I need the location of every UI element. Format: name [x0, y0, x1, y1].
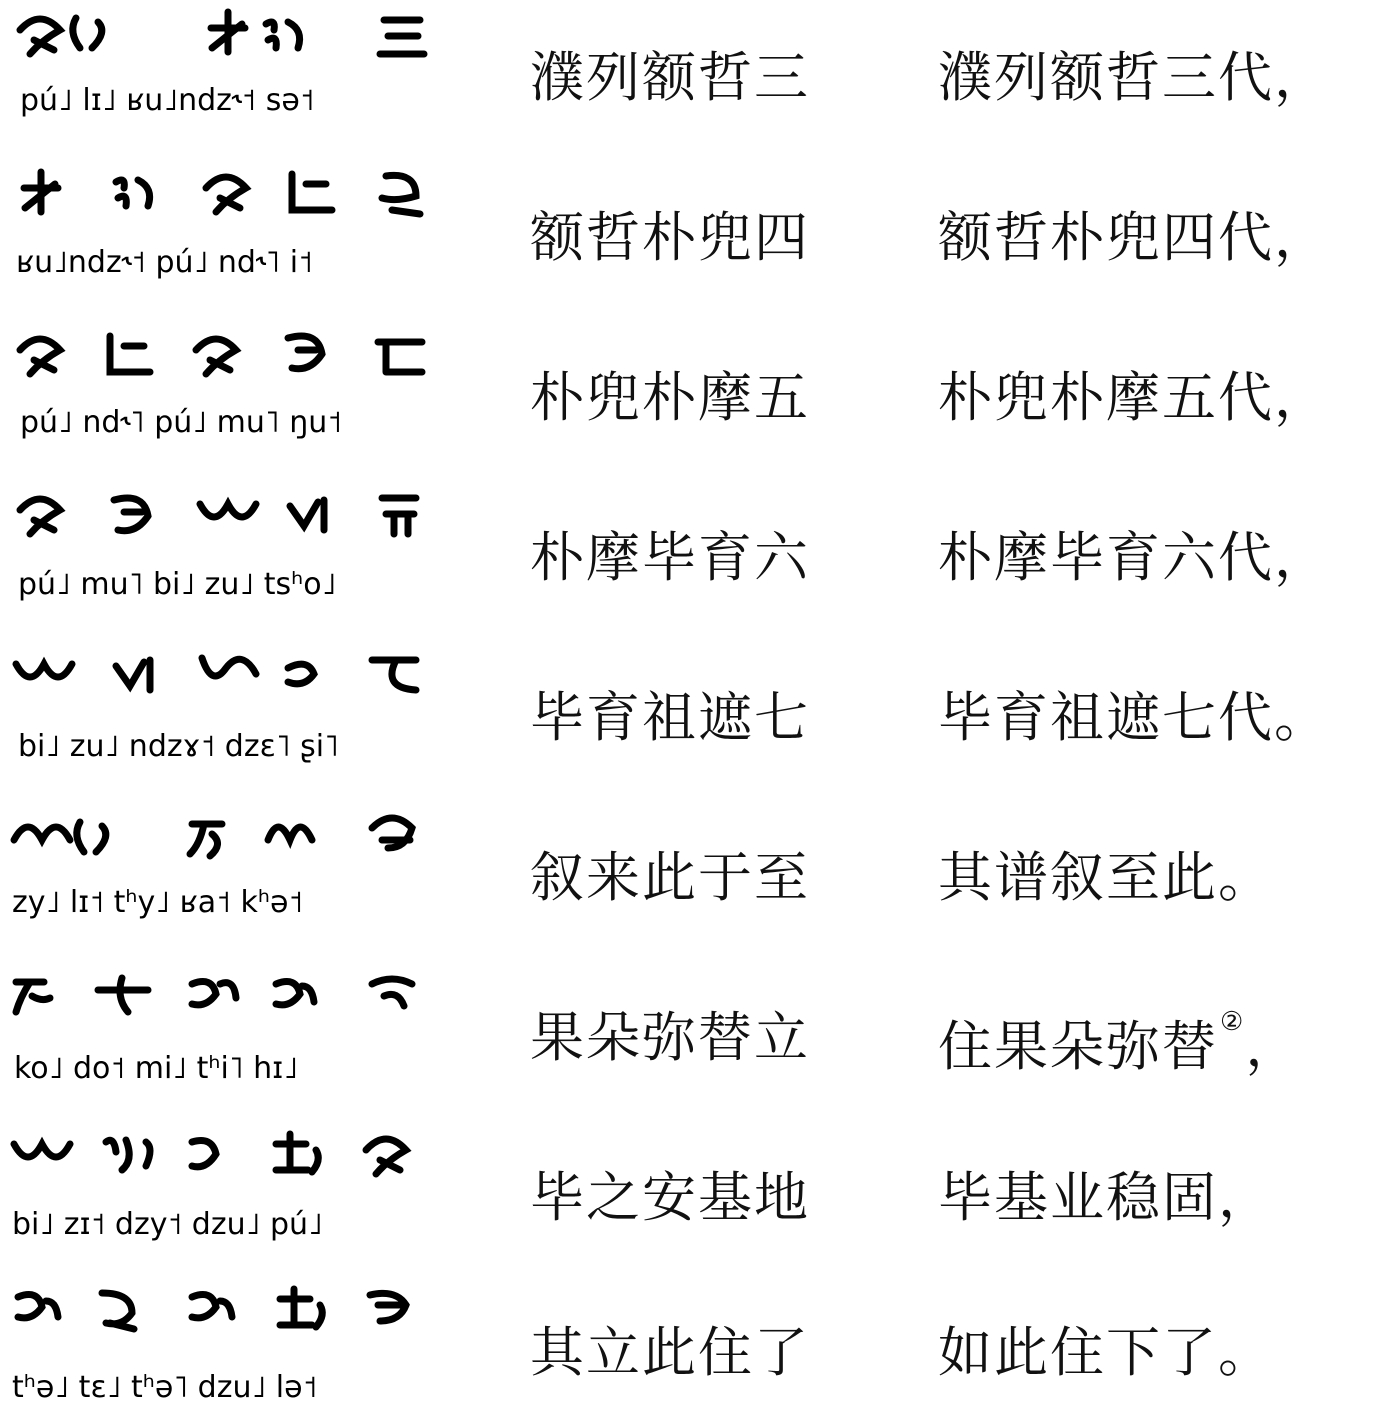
- script-image: [6, 960, 440, 1110]
- gloss-text: 朴兜朴摩五: [530, 366, 810, 429]
- footnote-marker[interactable]: ②: [1220, 1007, 1246, 1037]
- gloss-text: 额哲朴兜四: [530, 206, 810, 269]
- translation-text: 如此住下了。: [938, 1321, 1274, 1384]
- script-image: [6, 640, 440, 790]
- handwritten-script-icon: [6, 0, 440, 150]
- gloss-text: 果朵弥替立: [530, 1006, 810, 1069]
- handwritten-script-icon: [6, 1275, 440, 1425]
- gloss-text: 朴摩毕育六: [530, 526, 810, 589]
- svg-text:pú˩ mu˥ bi˩ zu˩ tsʰo˩: pú˩ mu˥ bi˩ zu˩ tsʰo˩: [18, 567, 337, 602]
- text-row: [0, 1120, 1384, 1270]
- translation-text: 其谱叙至此。: [938, 846, 1274, 909]
- text-row: [0, 480, 1384, 630]
- text-row: [0, 0, 1384, 150]
- script-image: [6, 160, 440, 310]
- script-image: [6, 320, 440, 470]
- gloss-text: 叙来此于至: [530, 846, 810, 909]
- script-image: [6, 0, 440, 150]
- translation-text: 额哲朴兜四代，: [938, 206, 1330, 269]
- svg-text:ko˩ do˦ mi˩ tʰi˥ hɪ˩: ko˩ do˦ mi˩ tʰi˥ hɪ˩: [14, 1051, 299, 1086]
- svg-text:pú˩ nd˞˥ pú˩ mu˥ ŋu˦: pú˩ nd˞˥ pú˩ mu˥ ŋu˦: [20, 405, 343, 440]
- handwritten-script-icon: [6, 160, 440, 310]
- text-row: [0, 800, 1384, 950]
- gloss-text: 毕之安基地: [530, 1166, 810, 1229]
- text-row: [0, 1275, 1384, 1425]
- svg-text:tʰə˩ tɛ˩ tʰə˥ dzu˩ lə˦: tʰə˩ tɛ˩ tʰə˥ dzu˩ lə˦: [12, 1370, 318, 1405]
- translation-text: 朴摩毕育六代，: [938, 526, 1330, 589]
- svg-text:bi˩ zu˩ ndzɤ˦ dzɛ˥ ʂi˥: bi˩ zu˩ ndzɤ˦ dzɛ˥ ʂi˥: [18, 729, 339, 764]
- handwritten-script-icon: [6, 800, 440, 950]
- translation-text: 毕基业稳固，: [938, 1166, 1274, 1229]
- gloss-text: 毕育祖遮七: [530, 686, 810, 749]
- translation-text: 濮列额哲三代，: [938, 46, 1330, 109]
- text-row: [0, 320, 1384, 470]
- script-image: [6, 1120, 440, 1270]
- handwritten-script-icon: [6, 480, 440, 630]
- svg-text:pú˩ lɪ˩ ʁu˩ndz˞˦ sə˦: pú˩ lɪ˩ ʁu˩ndz˞˦ sə˦: [20, 83, 315, 118]
- gloss-text: 其立此住了: [530, 1321, 810, 1384]
- handwritten-script-icon: [6, 320, 440, 470]
- script-image: [6, 480, 440, 630]
- translation-text: 毕育祖遮七代。: [938, 686, 1330, 749]
- handwritten-script-icon: [6, 640, 440, 790]
- svg-text:bi˩ zɪ˦ dzy˦ dzu˩ pú˩: bi˩ zɪ˦ dzy˦ dzu˩ pú˩: [12, 1207, 323, 1242]
- handwritten-script-icon: [6, 960, 440, 1110]
- handwritten-script-icon: [6, 1120, 440, 1270]
- translation-text: 住果朵弥替②，: [938, 1007, 1302, 1078]
- svg-text:ʁu˩ndz˞˦ pú˩ nd˞˥ i˦: ʁu˩ndz˞˦ pú˩ nd˞˥ i˦: [16, 245, 313, 280]
- script-image: [6, 1275, 440, 1425]
- svg-text:zy˩ lɪ˦ tʰy˩ ʁa˦ kʰə˦: zy˩ lɪ˦ tʰy˩ ʁa˦ kʰə˦: [12, 885, 304, 920]
- script-image: [6, 800, 440, 950]
- text-row: [0, 960, 1384, 1110]
- text-row: [0, 640, 1384, 790]
- translation-text: 朴兜朴摩五代，: [938, 366, 1330, 429]
- gloss-text: 濮列额哲三: [530, 46, 810, 109]
- text-row: [0, 160, 1384, 310]
